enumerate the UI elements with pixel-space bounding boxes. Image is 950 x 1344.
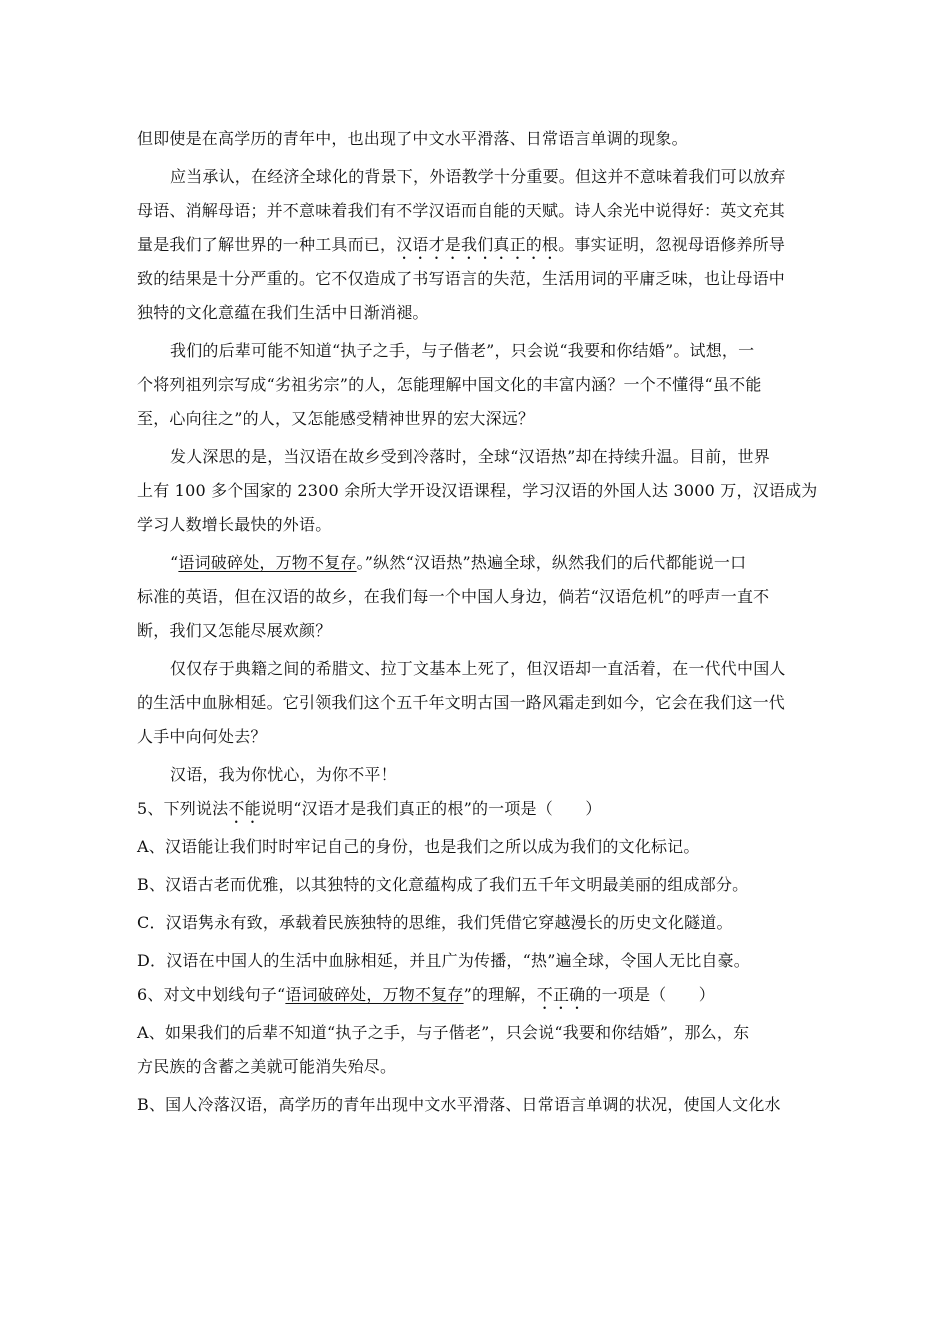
text-span: 5、下列说法 bbox=[137, 799, 229, 818]
text-span: “ bbox=[170, 553, 179, 572]
answer-option-c: C．汉语隽永有致，承载着民族独特的思维，我们凭借它穿越漫长的历史文化隧道。 bbox=[137, 913, 733, 932]
paragraph-line: 应当承认，在经济全球化的背景下，外语教学十分重要。但这并不意味着我们可以放弃 bbox=[170, 167, 786, 186]
paragraph-line: 仅仅存于典籍之间的希腊文、拉丁文基本上死了，但汉语却一直活着，在一代代中国人 bbox=[170, 659, 786, 678]
paragraph-line: 个将列祖列宗写成“劣祖劣宗”的人，怎能理解中国文化的丰富内涵？一个不懂得“虽不能 bbox=[137, 375, 762, 394]
paragraph-line: 独特的文化意蕴在我们生活中日渐消褪。 bbox=[137, 303, 429, 322]
paragraph-line: 断，我们又怎能尽展欢颜？ bbox=[137, 621, 332, 640]
paragraph-line: 标准的英语，但在汉语的故乡，在我们每一个中国人身边，倘若“汉语危机”的呼声一直不 bbox=[137, 587, 770, 606]
question-stem bbox=[137, 978, 817, 1012]
paragraph-line: 的生活中血脉相延。它引领我们这个五千年文明古国一路风霜走到如今，它会在我们这一代 bbox=[137, 693, 786, 712]
answer-option-b: B、国人冷落汉语，高学历的青年出现中文水平滑落、日常语言单调的状况，使国人文化水 bbox=[137, 1095, 781, 1114]
emphasized-text: 汉语才是我们真正的根 bbox=[396, 235, 559, 254]
emphasized-text: 不能 bbox=[228, 799, 261, 818]
text-span: 。事实证明，忽视母语修养所导 bbox=[558, 235, 786, 254]
answer-option-a: A、汉语能让我们时时牢记自己的身份，也是我们之所以成为我们的文化标记。 bbox=[137, 837, 700, 856]
paragraph-line: 致的结果是十分严重的。它不仅造成了书写语言的失范，生活用词的平庸乏味，也让母语中 bbox=[137, 269, 786, 288]
underlined-sentence: 语词破碎处，万物不复存 bbox=[285, 985, 464, 1004]
document-page bbox=[137, 122, 817, 1122]
emphasized-text: 不正确 bbox=[536, 985, 586, 1004]
text-span: 6、对文中划线句子“ bbox=[137, 985, 286, 1004]
paragraph-line: 发人深思的是，当汉语在故乡受到冷落时，全球“汉语热”却在持续升温。目前，世界 bbox=[170, 447, 770, 466]
answer-option-a-continued: 方民族的含蓄之美就可能消失殆尽。 bbox=[137, 1057, 397, 1076]
text-span: 量是我们了解世界的一种工具而已， bbox=[137, 235, 397, 254]
paragraph-line: 人手中向何处去？ bbox=[137, 727, 267, 746]
text-span: 的一项是（ ） bbox=[585, 985, 715, 1004]
answer-option-a: A、如果我们的后辈不知道“执子之手，与子偕老”，只会说“我要和你结婚”，那么，东 bbox=[137, 1023, 750, 1042]
paragraph-line: 学习人数增长最快的外语。 bbox=[137, 515, 332, 534]
paragraph-line: 母语、消解母语；并不意味着我们有不学汉语而自能的天赋。诗人余光中说得好：英文充其 bbox=[137, 201, 786, 220]
paragraph-line: 我们的后辈可能不知道“执子之手，与子偕老”，只会说“我要和你结婚”。试想，一 bbox=[170, 341, 755, 360]
text-span: 说明“汉语才是我们真正的根”的一项是（ ） bbox=[260, 799, 602, 818]
paragraph-line: 上有 100 多个国家的 2300 余所大学开设汉语课程，学习汉语的外国人达 3000 万，汉语成为 bbox=[137, 481, 818, 500]
paragraph-line: 但即使是在高学历的青年中，也出现了中文水平滑落、日常语言单调的现象。 bbox=[137, 129, 688, 148]
answer-option-d: D．汉语在中国人的生活中血脉相延，并且广为传播，“热”遍全球，令国人无比自豪。 bbox=[137, 951, 750, 970]
text-span: 。”纵然“汉语热”热遍全球，纵然我们的后代都能说一口 bbox=[356, 553, 747, 572]
paragraph-line: 至，心向往之”的人，又怎能感受精神世界的宏大深远？ bbox=[137, 409, 535, 428]
answer-option-b: B、汉语古老而优雅，以其独特的文化意蕴构成了我们五千年文明最美丽的组成部分。 bbox=[137, 875, 749, 894]
paragraph-line: 汉语，我为你忧心，为你不平！ bbox=[170, 765, 397, 784]
text-span: ”的理解， bbox=[463, 985, 537, 1004]
question-stem bbox=[137, 792, 817, 826]
paragraph-line bbox=[137, 228, 817, 262]
paragraph-line bbox=[137, 546, 817, 580]
underlined-sentence: 语词破碎处，万物不复存 bbox=[178, 553, 357, 572]
